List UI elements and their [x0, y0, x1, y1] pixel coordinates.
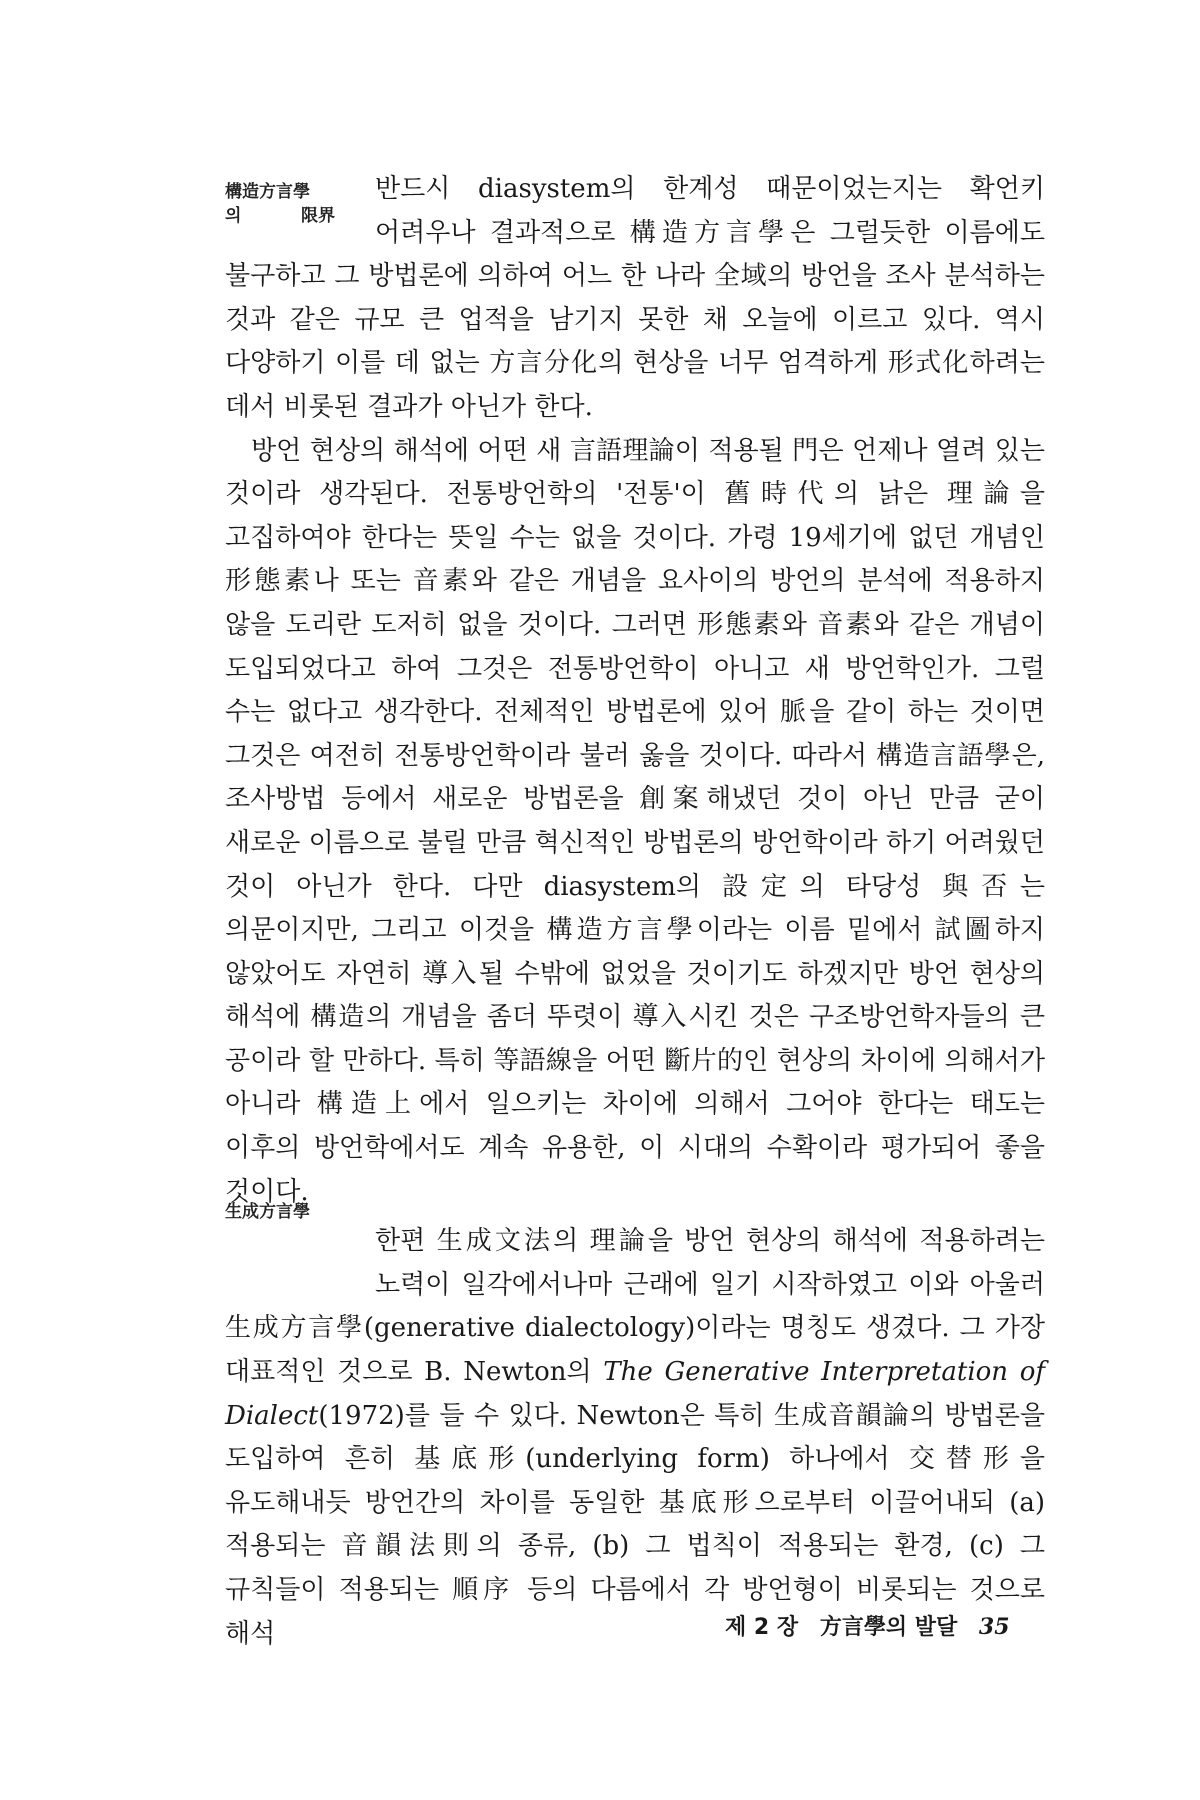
- margin-heading-spacer: [225, 1220, 375, 1300]
- footer-chapter: 제 2 장: [725, 1615, 799, 1640]
- paragraph-1-text: 반드시 diasystem의 한계성 때문이었는지는 확언키 어려우나 결과적으로 構造方言學은 그럴듯한 이름에도 불구하고 그 방법론에 의하여 어느 한 나라 全域의 방언을 조사 분석하는 것과 같은 규모 큰 업적을 남기지 못한 채 오늘에 이르고 있다. 역시 다양하기 이를 데 없는 方言分化의 현상을 너무 엄격하게 形式化하려는 데서 비롯된 결과가 아닌가 한다.: [225, 174, 1045, 422]
- paragraph-2: 방언 현상의 해석에 어떤 새 言語理論이 적용될 門은 언제나 열려 있는 것이라 생각된다. 전통방언학의 '전통'이 舊時代의 낡은 理論을 고집하여야 한다는 뜻일 수는 없을 것이다. 가령 19세기에 없던 개념인 形態素나 또는 音素와 같은 개념을 요사이의 방언의 분석에 적용하지 않을 도리란 도저히 없을 것이다. 그러면 形態素와 音素와 같은 개념이 도입되었다고 하여 그것은 전통방언학이 아니고 새 방언학인가. 그럴 수는 없다고 생각한다. 전체적인 방법론에 있어 脈을 같이 하는 것이면 그것은 여전히 전통방언학이라 불러 옳을 것이다. 따라서 構造言語學은, 조사방법 등에서 새로운 방법론을 創案해냈던 것이 아닌 만큼 굳이 새로운 이름으로 불릴 만큼 혁신적인 방법론의 방언학이라 하기 어려웠던 것이 아닌가 한다. 다만 diasystem의 設定의 타당성 與否는 의문이지만, 그리고 이것을 構造方言學이라는 이름 밑에서 試圖하지 않았어도 자연히 導入될 수밖에 없었을 것이기도 하겠지만 방언 현상의 해석에 構造의 개념을 좀더 뚜렷이 導入시킨 것은 구조방언학자들의 큰 공이라 할 만하다. 특히 等語線을 어떤 斷片的인 현상의 차이에 의해서가 아니라 構造上에서 일으키는 차이에 의해서 그어야 한다는 태도는 이후의 방언학에서도 계속 유용한, 이 시대의 수확이라 평가되어 좋을 것이다.: [225, 435, 1045, 1207]
- margin-heading-spacer: [225, 168, 375, 248]
- paragraph-3: [225, 1220, 1045, 1656]
- body-text: [225, 168, 1045, 1656]
- margin-heading-line2-particle: 의: [225, 206, 242, 226]
- page-footer: [725, 1610, 1010, 1641]
- footer-title: 方言學의 발달: [819, 1615, 958, 1640]
- paragraph-3-text-a: 한편 生成文法의 理論을 방언 현상의 해석에 적용하려는 노력이 일각에서나마 근래에 일기 시작하였고 이와 아울러 生成方言學(generative dialectology)이라는 명칭도 생겼다. 그 가장 대표적인 것으로 B. Newton의: [225, 1226, 1045, 1388]
- margin-heading-line1: 構造方言學: [225, 182, 310, 202]
- paragraph-1: [225, 168, 1045, 430]
- paragraph-3-text-b: (1972)를 들 수 있다. Newton은 특히 生成音韻論의 방법론을 도입하여 흔히 基底形(underlying form) 하나에서 交替形을 유도해내듯 방언간의 차이를 동일한 基底形으로부터 이끌어내되 (a) 적용되는 音韻法則의 종류, (b) 그 법칙이 적용되는 환경, (c) 그 규칙들이 적용되는 順序 등의 다름에서 각 방언형이 비롯되는 것으로 해석: [225, 1400, 1045, 1649]
- page-number: 35: [978, 1614, 1010, 1640]
- margin-heading-generative-dialectology: 生成方言學: [225, 1202, 310, 1222]
- margin-heading-line2-word: 限界: [301, 206, 335, 226]
- book-title: The Generative Interpretation of Dialect: [225, 1357, 1045, 1431]
